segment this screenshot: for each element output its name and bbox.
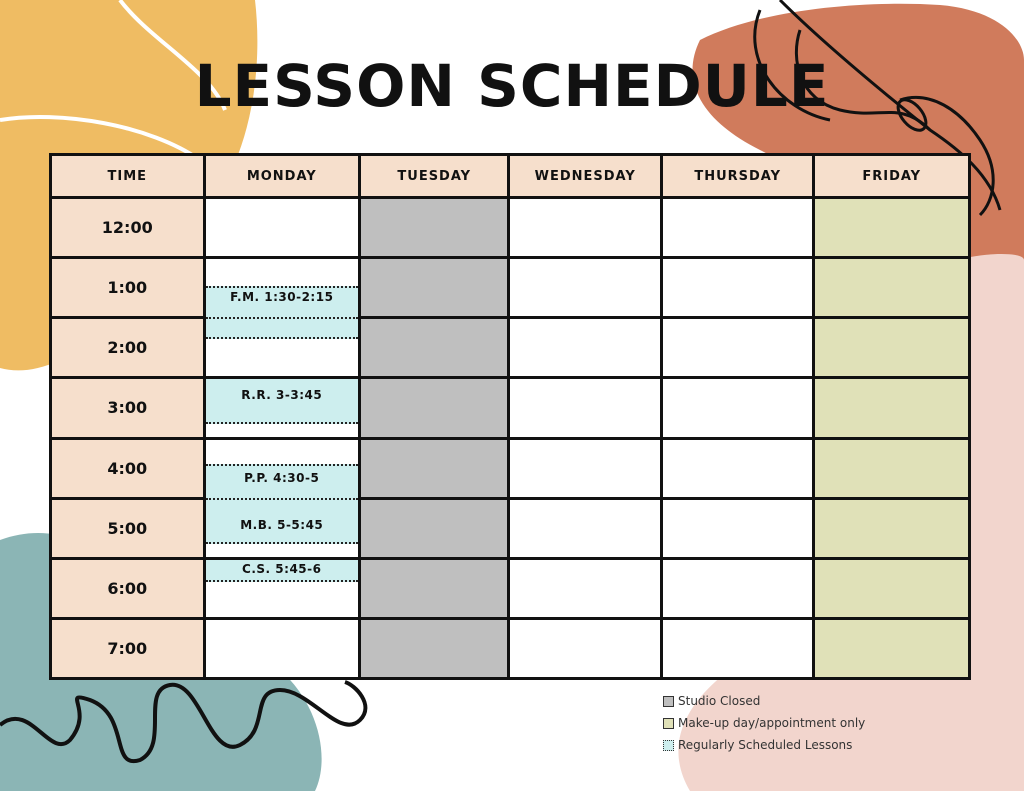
tuesday-cell xyxy=(360,198,509,258)
table-row xyxy=(51,558,970,618)
table-row xyxy=(51,378,970,438)
legend-swatch xyxy=(663,696,674,707)
thursday-cell xyxy=(661,318,813,378)
tuesday-cell xyxy=(360,558,509,618)
lesson-block-continuation xyxy=(206,319,359,339)
monday-cell xyxy=(204,318,360,378)
time-cell: 5:00 xyxy=(51,498,205,558)
wednesday-cell xyxy=(509,498,661,558)
header-friday: FRIDAY xyxy=(814,155,970,198)
wednesday-cell xyxy=(509,318,661,378)
legend-swatch xyxy=(663,740,674,751)
friday-cell xyxy=(814,558,970,618)
tuesday-cell xyxy=(360,438,509,498)
legend-item-lessons xyxy=(663,734,865,756)
time-cell: 4:00 xyxy=(51,438,205,498)
legend-label: Studio Closed xyxy=(678,694,761,708)
lesson-block: P.P. 4:30-5 xyxy=(206,464,359,500)
friday-cell xyxy=(814,618,970,678)
legend-item-makeup xyxy=(663,712,865,734)
tuesday-cell xyxy=(360,498,509,558)
wednesday-cell xyxy=(509,438,661,498)
tuesday-cell xyxy=(360,618,509,678)
time-cell: 3:00 xyxy=(51,378,205,438)
wednesday-cell xyxy=(509,378,661,438)
monday-cell xyxy=(204,258,360,318)
wednesday-cell xyxy=(509,198,661,258)
monday-cell xyxy=(204,378,360,438)
thursday-cell xyxy=(661,378,813,438)
table-row xyxy=(51,498,970,558)
monday-cell xyxy=(204,618,360,678)
thursday-cell xyxy=(661,618,813,678)
schedule-table xyxy=(49,153,971,680)
header-time: TIME xyxy=(51,155,205,198)
lesson-block: M.B. 5-5:45 xyxy=(206,500,359,544)
wednesday-cell xyxy=(509,618,661,678)
monday-cell xyxy=(204,438,360,498)
friday-cell xyxy=(814,498,970,558)
tuesday-cell xyxy=(360,258,509,318)
header-monday: MONDAY xyxy=(204,155,360,198)
lesson-block: F.M. 1:30-2:15 xyxy=(206,286,359,319)
header-wednesday: WEDNESDAY xyxy=(509,155,661,198)
tuesday-cell xyxy=(360,378,509,438)
legend-label: Make-up day/appointment only xyxy=(678,716,866,730)
legend-item-closed xyxy=(663,690,865,712)
table-row xyxy=(51,258,970,318)
time-cell: 12:00 xyxy=(51,198,205,258)
legend-swatch xyxy=(663,718,674,729)
friday-cell xyxy=(814,318,970,378)
header-thursday: THURSDAY xyxy=(661,155,813,198)
time-cell: 6:00 xyxy=(51,558,205,618)
time-cell: 7:00 xyxy=(51,618,205,678)
table-row xyxy=(51,318,970,378)
monday-cell xyxy=(204,558,360,618)
page-title: LESSON SCHEDULE xyxy=(194,52,830,120)
table-row xyxy=(51,438,970,498)
table-row xyxy=(51,198,970,258)
header-tuesday: TUESDAY xyxy=(360,155,509,198)
thursday-cell xyxy=(661,498,813,558)
wednesday-cell xyxy=(509,258,661,318)
thursday-cell xyxy=(661,258,813,318)
header-row xyxy=(51,155,970,198)
wednesday-cell xyxy=(509,558,661,618)
legend xyxy=(663,690,865,756)
friday-cell xyxy=(814,378,970,438)
lesson-block: R.R. 3-3:45 xyxy=(206,379,359,424)
friday-cell xyxy=(814,438,970,498)
tuesday-cell xyxy=(360,318,509,378)
thursday-cell xyxy=(661,438,813,498)
monday-cell xyxy=(204,198,360,258)
friday-cell xyxy=(814,258,970,318)
friday-cell xyxy=(814,198,970,258)
monday-cell xyxy=(204,498,360,558)
thursday-cell xyxy=(661,198,813,258)
lesson-block: C.S. 5:45-6 xyxy=(206,560,359,582)
time-cell: 2:00 xyxy=(51,318,205,378)
thursday-cell xyxy=(661,558,813,618)
legend-label: Regularly Scheduled Lessons xyxy=(678,738,853,752)
time-cell: 1:00 xyxy=(51,258,205,318)
table-row xyxy=(51,618,970,678)
